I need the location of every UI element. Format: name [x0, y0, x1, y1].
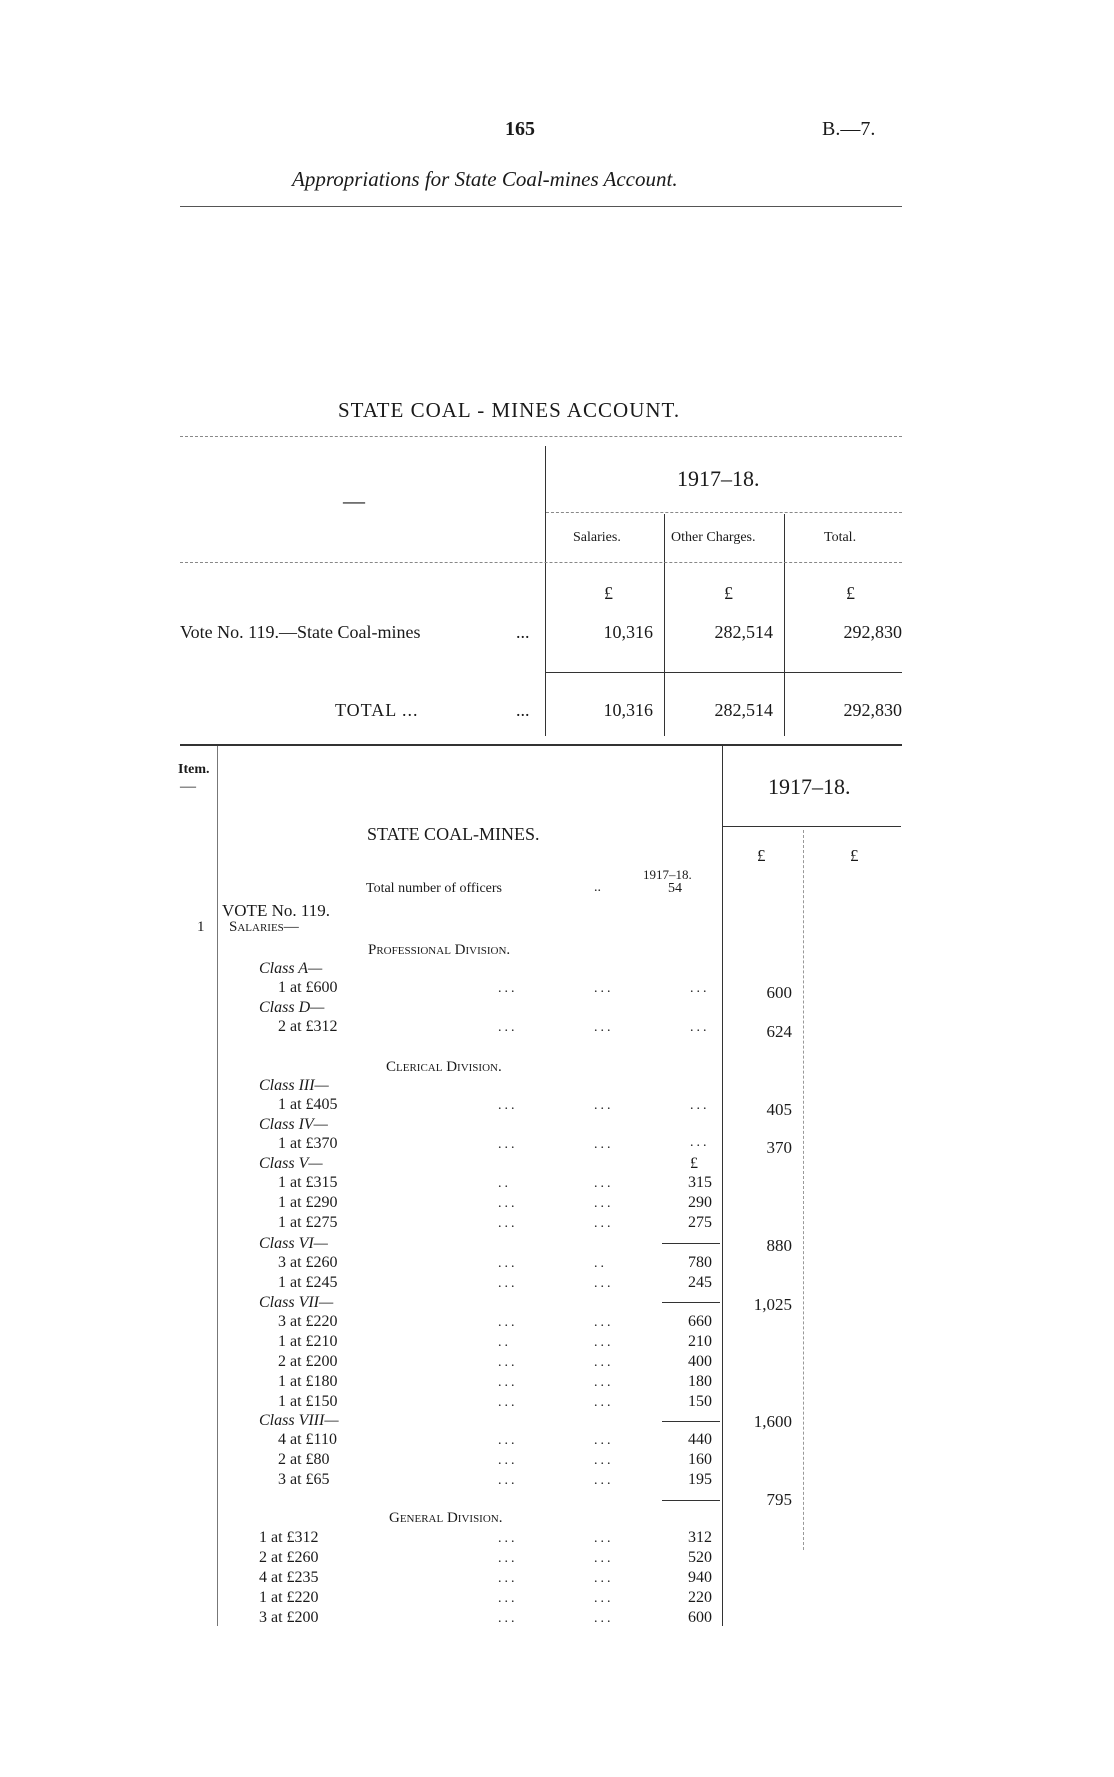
- officers-year: 1917–18.: [643, 867, 692, 882]
- salary-line: 1 at £245: [278, 1274, 338, 1291]
- salary-line: 1 at £220: [259, 1589, 319, 1606]
- leader-dots: ...: [498, 1591, 518, 1606]
- summary-header-rule: [180, 562, 902, 563]
- leader-dots: ...: [594, 1276, 614, 1291]
- salary-line: 1 at £315: [278, 1174, 338, 1191]
- class-heading: Class V—: [259, 1155, 323, 1172]
- subtotal-value: 290: [688, 1194, 712, 1211]
- summary-currency-3: £: [846, 583, 855, 603]
- leader-dots: ...: [594, 1137, 614, 1152]
- subtotal-value: 520: [688, 1549, 712, 1566]
- leader-dots: ...: [594, 981, 614, 996]
- detail-main-divider: [722, 746, 723, 1626]
- page-number: 165: [505, 118, 535, 140]
- class-heading: Class D—: [259, 999, 325, 1016]
- detail-col-divider: [803, 830, 804, 1550]
- detail-currency-2: £: [850, 846, 859, 865]
- subtotal-value: 195: [688, 1471, 712, 1488]
- leader-dots: ...: [594, 1395, 614, 1410]
- officers-count: 54: [668, 881, 682, 896]
- salary-line: 3 at £65: [278, 1471, 330, 1488]
- summary-col-divider-1: [664, 514, 665, 736]
- leader-dots: ...: [498, 1098, 518, 1113]
- leader-dots: ...: [594, 1335, 614, 1350]
- subtotal-value: 150: [688, 1393, 712, 1410]
- class-total: 405: [766, 1100, 792, 1119]
- subtotal-value: 400: [688, 1353, 712, 1370]
- summary-currency-2: £: [724, 583, 733, 603]
- salary-line: 1 at £600: [278, 979, 338, 996]
- detail-year-rule: [723, 826, 901, 827]
- class-total: 370: [766, 1138, 792, 1157]
- subtotal-value: 440: [688, 1431, 712, 1448]
- leader-dots: ...: [498, 981, 518, 996]
- subtotal-value: 660: [688, 1313, 712, 1330]
- leader-dots: ...: [594, 1355, 614, 1370]
- salary-line: 4 at £110: [278, 1431, 337, 1448]
- subtotal-rule: [662, 1500, 720, 1501]
- subtotal-currency: £: [690, 1155, 698, 1172]
- leader-dots: ...: [594, 1315, 614, 1330]
- header-rule: [180, 206, 902, 207]
- leader-dots: ...: [594, 1531, 614, 1546]
- class-heading: Class VII—: [259, 1294, 334, 1311]
- class-total: 624: [766, 1022, 792, 1041]
- summary-row-label: Vote No. 119.—State Coal-mines: [180, 622, 421, 642]
- vote-heading: VOTE No. 119.: [222, 901, 330, 920]
- leader-dots: ...: [594, 1176, 614, 1191]
- summary-title: STATE COAL - MINES ACCOUNT.: [338, 398, 681, 422]
- subtotal-value: 210: [688, 1333, 712, 1350]
- item-number: 1: [197, 919, 205, 935]
- clerical-division: Clerical Division.: [386, 1059, 502, 1075]
- summary-bottom-rule: [180, 744, 902, 746]
- leader-dots: ...: [690, 1020, 710, 1035]
- leader-dots: ..: [594, 1256, 607, 1271]
- summary-header-salaries: Salaries.: [573, 530, 621, 545]
- class-total: 600: [766, 983, 792, 1002]
- subtotal-rule: [662, 1302, 720, 1303]
- summary-total-dots: ...: [516, 700, 530, 720]
- salary-line: 1 at £210: [278, 1333, 338, 1350]
- officers-dots: ..: [594, 880, 601, 895]
- summary-header-other: Other Charges.: [671, 530, 756, 545]
- class-total: 880: [766, 1236, 792, 1255]
- subtotal-value: 312: [688, 1529, 712, 1546]
- leader-dots: ...: [498, 1611, 518, 1626]
- summary-col-divider-2: [784, 514, 785, 736]
- leader-dots: ...: [594, 1020, 614, 1035]
- summary-total-total: 292,830: [843, 700, 902, 720]
- leader-dots: ...: [498, 1473, 518, 1488]
- leader-dots: ...: [498, 1020, 518, 1035]
- leader-dots: ...: [594, 1216, 614, 1231]
- summary-top-rule: [180, 436, 902, 437]
- summary-year: 1917–18.: [677, 466, 760, 491]
- leader-dots: ...: [498, 1256, 518, 1271]
- general-division: General Division.: [389, 1510, 503, 1526]
- leader-dots: ...: [594, 1571, 614, 1586]
- detail-item-divider: [217, 746, 218, 1626]
- salary-line: 1 at £275: [278, 1214, 338, 1231]
- leader-dots: ..: [498, 1335, 511, 1350]
- leader-dots: ...: [594, 1433, 614, 1448]
- subtotal-value: 275: [688, 1214, 712, 1231]
- leader-dots: ...: [594, 1551, 614, 1566]
- salary-line: 3 at £220: [278, 1313, 338, 1330]
- salary-line: 2 at £80: [278, 1451, 330, 1468]
- leader-dots: ...: [498, 1453, 518, 1468]
- salary-line: 3 at £260: [278, 1254, 338, 1271]
- class-heading: Class IV—: [259, 1116, 328, 1133]
- leader-dots: ...: [498, 1395, 518, 1410]
- detail-item-header: Item.: [178, 762, 210, 777]
- salary-line: 4 at £235: [259, 1569, 319, 1586]
- page-reference: B.—7.: [822, 118, 876, 140]
- subtotal-value: 180: [688, 1373, 712, 1390]
- summary-divider: [545, 446, 546, 736]
- leader-dots: ...: [498, 1571, 518, 1586]
- subtotal-value: 315: [688, 1174, 712, 1191]
- officers-label: Total number of officers: [366, 881, 502, 896]
- salaries-heading: Salaries—: [229, 919, 299, 935]
- summary-row-total: 292,830: [843, 622, 902, 642]
- leader-dots: ...: [498, 1216, 518, 1231]
- leader-dots: ...: [498, 1276, 518, 1291]
- subtotal-value: 780: [688, 1254, 712, 1271]
- salary-line: 2 at £260: [259, 1549, 319, 1566]
- subtotal-value: 220: [688, 1589, 712, 1606]
- page-subtitle: Appropriations for State Coal-mines Account.: [292, 167, 678, 191]
- class-heading: Class III—: [259, 1077, 329, 1094]
- salary-line: 1 at £312: [259, 1529, 319, 1546]
- salary-line: 2 at £200: [278, 1353, 338, 1370]
- detail-year: 1917–18.: [768, 774, 851, 799]
- class-heading: Class VI—: [259, 1235, 328, 1252]
- salary-line: 1 at £290: [278, 1194, 338, 1211]
- leader-dots: ...: [498, 1433, 518, 1448]
- summary-total-label: TOTAL ...: [335, 700, 419, 720]
- summary-currency-1: £: [604, 583, 613, 603]
- detail-currency-1: £: [757, 846, 766, 865]
- class-total: 795: [766, 1490, 792, 1509]
- leader-dots: ...: [594, 1591, 614, 1606]
- salary-line: 1 at £370: [278, 1135, 338, 1152]
- summary-row-dots: ...: [516, 622, 530, 642]
- leader-dots: ...: [498, 1551, 518, 1566]
- summary-total-other: 282,514: [714, 700, 773, 720]
- salary-line: 1 at £150: [278, 1393, 338, 1410]
- leader-dots: ...: [594, 1473, 614, 1488]
- leader-dots: ...: [594, 1098, 614, 1113]
- subtotal-rule: [662, 1243, 720, 1244]
- summary-total-rule: [546, 672, 902, 673]
- summary-dash: —: [343, 488, 365, 513]
- leader-dots: ...: [498, 1375, 518, 1390]
- leader-dots: ...: [498, 1531, 518, 1546]
- detail-item-dash: —: [180, 778, 196, 795]
- subtotal-rule: [662, 1421, 720, 1422]
- leader-dots: ...: [594, 1611, 614, 1626]
- salary-line: 3 at £200: [259, 1609, 319, 1626]
- leader-dots: ...: [498, 1315, 518, 1330]
- professional-division: Professional Division.: [368, 942, 511, 958]
- class-total: 1,025: [753, 1295, 792, 1314]
- leader-dots: ...: [498, 1355, 518, 1370]
- summary-row-other: 282,514: [714, 622, 773, 642]
- summary-row-salaries: 10,316: [603, 622, 653, 642]
- leader-dots: ...: [498, 1196, 518, 1211]
- summary-year-rule: [546, 512, 902, 513]
- leader-dots: ...: [690, 1135, 710, 1150]
- detail-title: STATE COAL-MINES.: [367, 824, 540, 844]
- leader-dots: ..: [498, 1176, 511, 1191]
- leader-dots: ...: [498, 1137, 518, 1152]
- leader-dots: ...: [594, 1375, 614, 1390]
- leader-dots: ...: [690, 1098, 710, 1113]
- subtotal-value: 940: [688, 1569, 712, 1586]
- summary-header-total: Total.: [824, 530, 857, 545]
- class-heading: Class VIII—: [259, 1412, 339, 1429]
- subtotal-value: 245: [688, 1274, 712, 1291]
- class-total: 1,600: [753, 1412, 792, 1431]
- leader-dots: ...: [594, 1196, 614, 1211]
- salary-line: 1 at £405: [278, 1096, 338, 1113]
- class-heading: Class A—: [259, 960, 323, 977]
- subtotal-value: 160: [688, 1451, 712, 1468]
- salary-line: 2 at £312: [278, 1018, 338, 1035]
- leader-dots: ...: [690, 981, 710, 996]
- summary-total-salaries: 10,316: [603, 700, 653, 720]
- salary-line: 1 at £180: [278, 1373, 338, 1390]
- leader-dots: ...: [594, 1453, 614, 1468]
- subtotal-value: 600: [688, 1609, 712, 1626]
